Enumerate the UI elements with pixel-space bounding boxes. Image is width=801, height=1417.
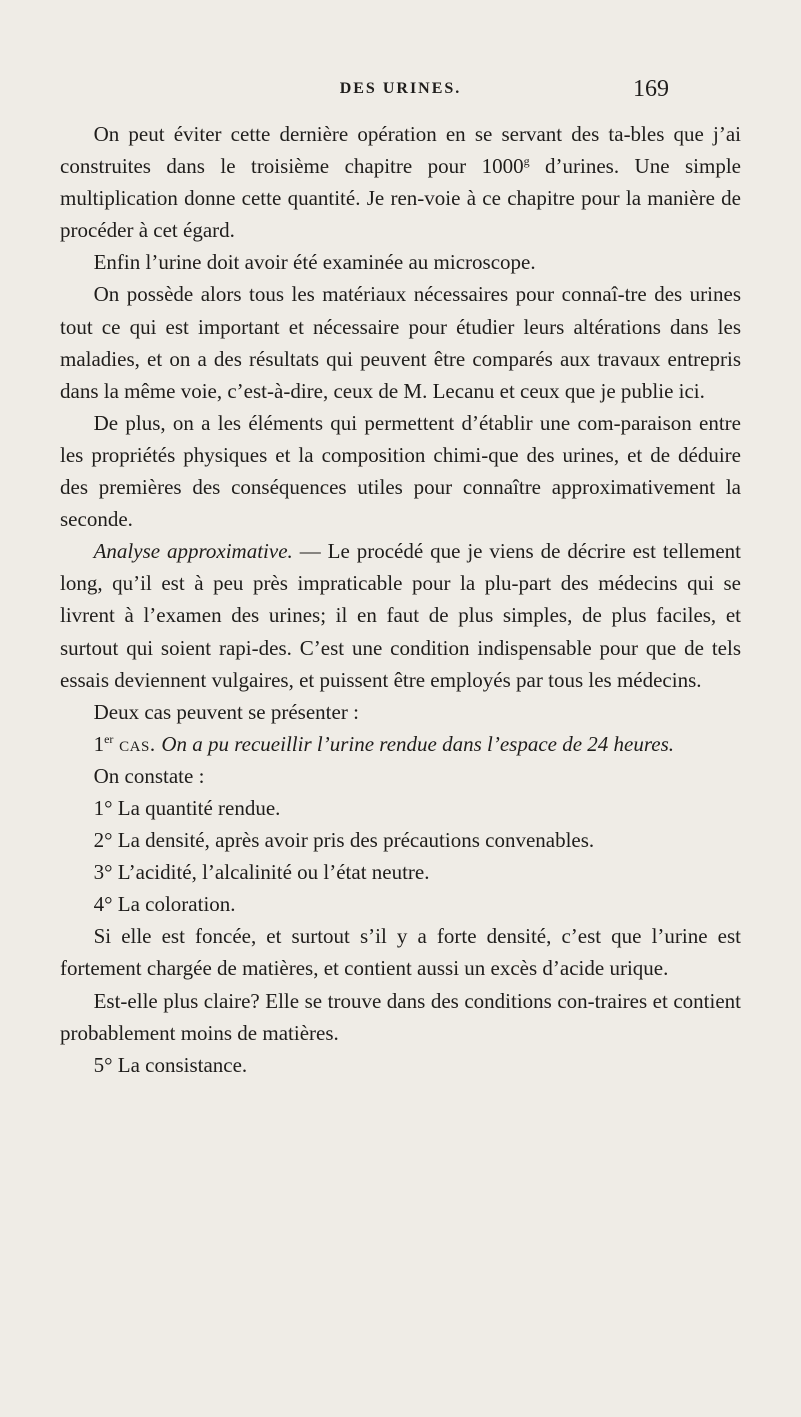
list-item: [60, 792, 741, 824]
paragraph: [60, 728, 741, 760]
list-item: [60, 888, 741, 920]
paragraph: [60, 118, 741, 246]
paragraph-text: On peut éviter cette dernière opération en se servant des ta-bles que j’ai construites dans le troisième chapitre pour 1000: [60, 122, 741, 179]
paragraph: [60, 278, 741, 406]
case-title: On a pu recueillir l’urine rendue dans l’espace de 24 heures.: [161, 731, 674, 756]
paragraph: [60, 760, 741, 792]
paragraph-text: Est-elle plus claire? Elle se trouve dans des conditions con-traires et contient probablement moins de matières.: [60, 988, 741, 1045]
paragraph: [60, 985, 741, 1049]
superscript: g: [523, 154, 530, 169]
list-item-text: 4° La coloration.: [93, 892, 236, 917]
list-item-text: 3° L’acidité, l’alcalinité ou l’état neutre.: [93, 860, 430, 885]
paragraph: [60, 920, 741, 984]
paragraph-text: Enfin l’urine doit avoir été examinée au microscope.: [93, 250, 536, 275]
paragraph: [60, 407, 741, 535]
list-item: [60, 1049, 741, 1081]
body-text: [60, 118, 741, 1081]
paragraph-text: De plus, on a les éléments qui permettent d’établir une com-paraison entre les propriétés physiques et la composition chimi-que des urines, et de déduire des premières des conséquences utiles pour connaître approximativement la seconde.: [60, 410, 741, 532]
list-item: [60, 856, 741, 888]
paragraph-text: d’urines. Une simple multiplication donne cette quantité. Je ren-voie à ce chapitre pour la manière de procéder à cet égard.: [60, 154, 741, 243]
superscript: er: [104, 731, 114, 746]
paragraph: [60, 535, 741, 695]
list-item-text: 5° La consistance.: [93, 1052, 248, 1077]
case-number: 1: [93, 731, 105, 756]
paragraph-text: On constate :: [93, 763, 205, 788]
page-number: 169: [633, 76, 669, 102]
case-label: cas.: [113, 731, 162, 756]
paragraph-text: Si elle est foncée, et surtout s’il y a forte densité, c’est que l’urine est fortement chargée de matières, et contient aussi un excès d’acide urique.: [60, 924, 741, 981]
paragraph: [60, 696, 741, 728]
paragraph-text: — Le procédé que je viens de décrire est tellement long, qu’il est à peu près impraticable pour la plu-part des médecins qui se livrent à l’examen des urines; il en faut de plus simples, de plus faciles, et surtout qui soient rapi-des. C’est une condition indispensable pour que de tels essais deviennent vulgaires, et puissent être employés par tous les médecins.: [60, 539, 741, 692]
page-header: [0, 76, 801, 108]
paragraph: [60, 246, 741, 278]
list-item: [60, 824, 741, 856]
list-item-text: 2° La densité, après avoir pris des précautions convenables.: [93, 828, 595, 853]
running-title: DES URINES.: [339, 80, 462, 97]
paragraph-text: On possède alors tous les matériaux nécessaires pour connaî-tre des urines tout ce qui est important et nécessaire pour étudier leurs altérations dans les maladies, et on a des résultats qui peuvent être comparés aux travaux entrepris dans la même voie, c’est-à-dire, ceux de M. Lecanu et ceux que je publie ici.: [60, 282, 741, 403]
list-item-text: 1° La quantité rendue.: [93, 795, 281, 820]
section-heading: Analyse approximative.: [93, 539, 293, 564]
paragraph-text: Deux cas peuvent se présenter :: [93, 699, 359, 724]
